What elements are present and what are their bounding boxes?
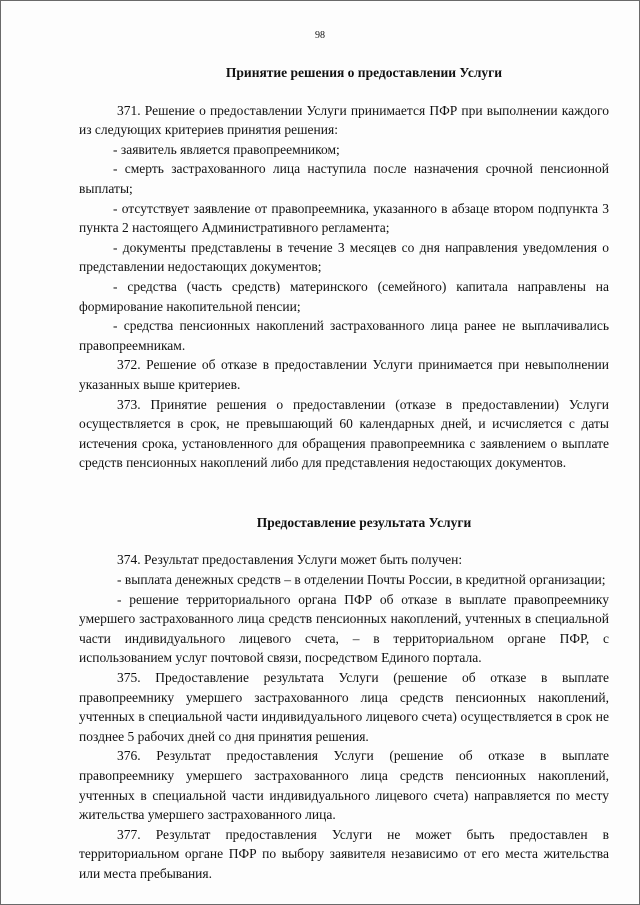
document-body — [79, 63, 609, 884]
paragraph-372: 372. Решение об отказе в предоставлении Услуги принимается при невыполнении указанных выше критериев. — [79, 357, 609, 392]
paragraph-375: 375. Предоставление результата Услуги (решение об отказе в выплате правопреемнику умершего застрахованного лица средств пенсионных накоплений, учтенных в специальной части индивидуального лицевого счета) осуществляется в срок не позднее 5 рабочих дней со дня принятия решения. — [79, 670, 609, 744]
criterion-item: - средства пенсионных накоплений застрахованного лица ранее не выплачивались правопреемникам. — [79, 318, 609, 353]
criterion-item: - средства (часть средств) материнского (семейного) капитала направлены на формирование накопительной пенсии; — [79, 278, 609, 314]
criterion-item: - отсутствует заявление от правопреемника, указанного в абзаце втором подпункта 3 пункта 2 настоящего Административного регламента; — [79, 200, 609, 236]
criterion-item: - смерть застрахованного лица наступила после назначения срочной пенсионной выплаты; — [79, 161, 609, 196]
paragraph-376: 376. Результат предоставления Услуги (решение об отказе в выплате правопреемнику умершего застрахованного лица средств пенсионных накоплений, учтенных в специальной части индивидуального лицевого счета) направляется по месту жительства умершего застрахованного лица. — [79, 748, 609, 823]
paragraph-371: 371. Решение о предоставлении Услуги принимается ПФР при выполнении каждого из следующих критериев принятия решения: — [79, 102, 609, 138]
result-item: - решение территориального органа ПФР об отказе в выплате правопреемнику умершего застрахованного лица средств пенсионных накоплений, учтенных в специальной части индивидуального лицевого счета, – в территориальном органе ПФР, с использованием услуг почтовой связи, посредством Единого портала. — [79, 591, 609, 666]
result-item: - выплата денежных средств – в отделении Почты России, в кредитной организации; — [117, 572, 606, 588]
paragraph-373: 373. Принятие решения о предоставлении (отказе в предоставлении) Услуги осуществляется в срок, не превышающий 60 календарных дней, и исчисляется с даты истечения срока, установленного для обращения правопреемника с заявлением о выплате средств пенсионных накоплений либо для представления недостающих документов. — [79, 396, 609, 471]
page-number: 98 — [315, 30, 325, 41]
paragraph-377: 377. Результат предоставления Услуги не может быть предоставлен в территориальном органе ПФР по выбору заявителя независимо от его места жительства или места пребывания. — [79, 826, 609, 881]
paragraph-374: 374. Результат предоставления Услуги может быть получен: — [117, 552, 463, 568]
criterion-item: - заявитель является правопреемником; — [113, 141, 340, 157]
section-heading-decision: Принятие решения о предоставлении Услуги — [225, 65, 503, 80]
criterion-item: - документы представлены в течение 3 месяцев со дня направления уведомления о представлении недостающих документов; — [79, 239, 609, 275]
section-heading-result: Предоставление результата Услуги — [256, 514, 472, 530]
